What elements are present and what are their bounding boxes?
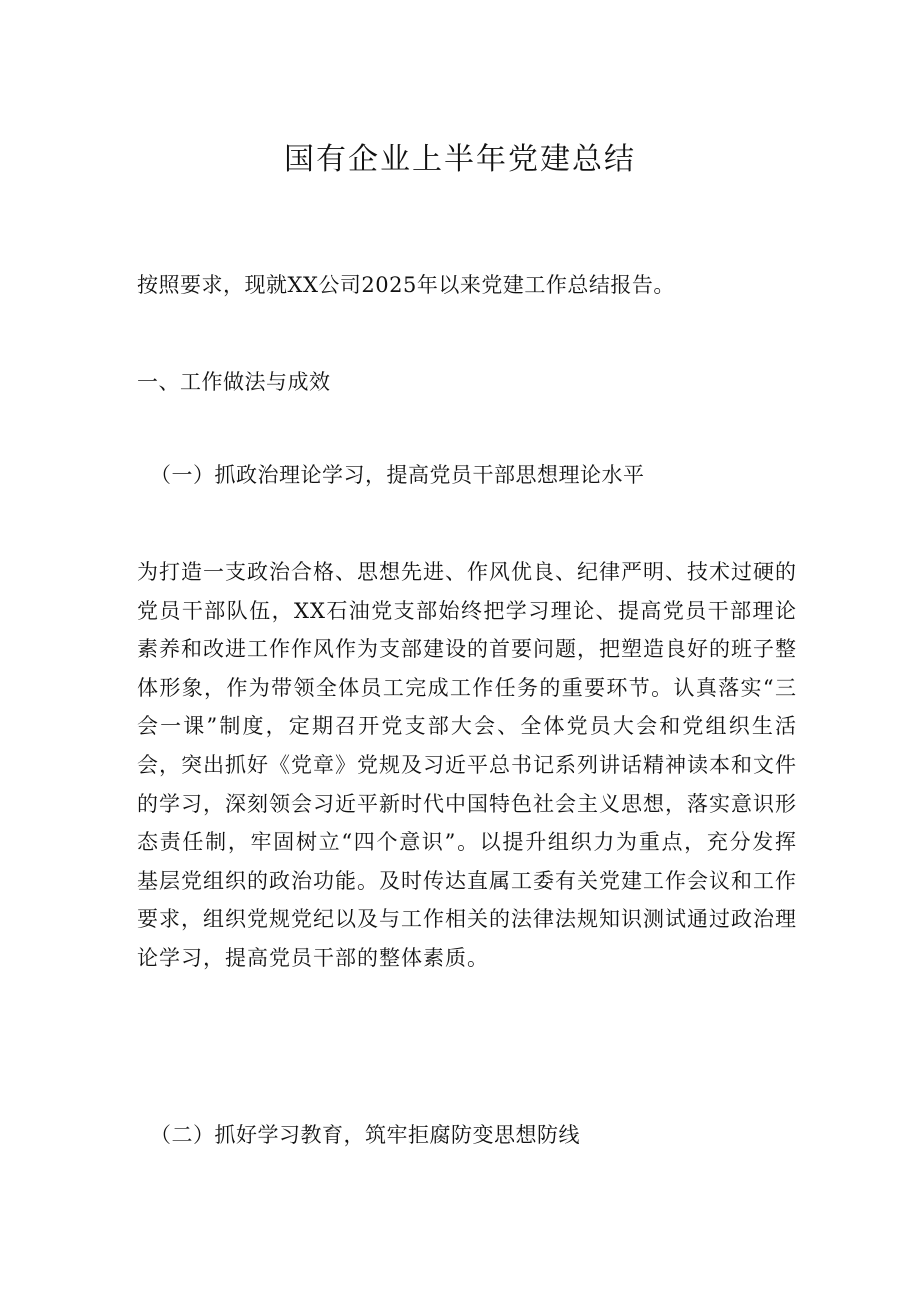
subsection-heading-2: （二）抓好学习教育，筑牢拒腐防变思想防线 (150, 1123, 580, 1147)
subsection-1-body: 为打造一支政治合格、思想先进、作风优良、纪律严明、技术过硬的党员干部队伍，XX石油党支部始终把学习理论、提高党员干部理论素养和改进工作作风作为支部建设的首要问题，把塑造良好的班子整体形象，作为带领全体员工完成工作任务的重要环节。认真落实“三会一课”制度，定期召开党支部大会、全体党员大会和党组织生活会，突出抓好《党章》党规及习近平总书记系列讲话精神读本和文件的学习，深刻领会习近平新时代中国特色社会主义思想，落实意识形态责任制，牢固树立“四个意识”。以提升组织力为重点，充分发挥基层党组织的政治功能。及时传达直属工委有关党建工作会议和工作要求，组织党规党纪以及与工作相关的法律法规知识测试通过政治理论学习，提高党员干部的整体素质。 (137, 560, 797, 970)
section-heading-1: 一、工作做法与成效 (137, 370, 331, 394)
document-title: 国有企业上半年党建总结 (284, 142, 636, 177)
subsection-heading-1: （一）抓政治理论学习，提高党员干部思想理论水平 (150, 463, 645, 487)
intro-paragraph: 按照要求，现就XX公司2025年以来党建工作总结报告。 (137, 273, 675, 297)
